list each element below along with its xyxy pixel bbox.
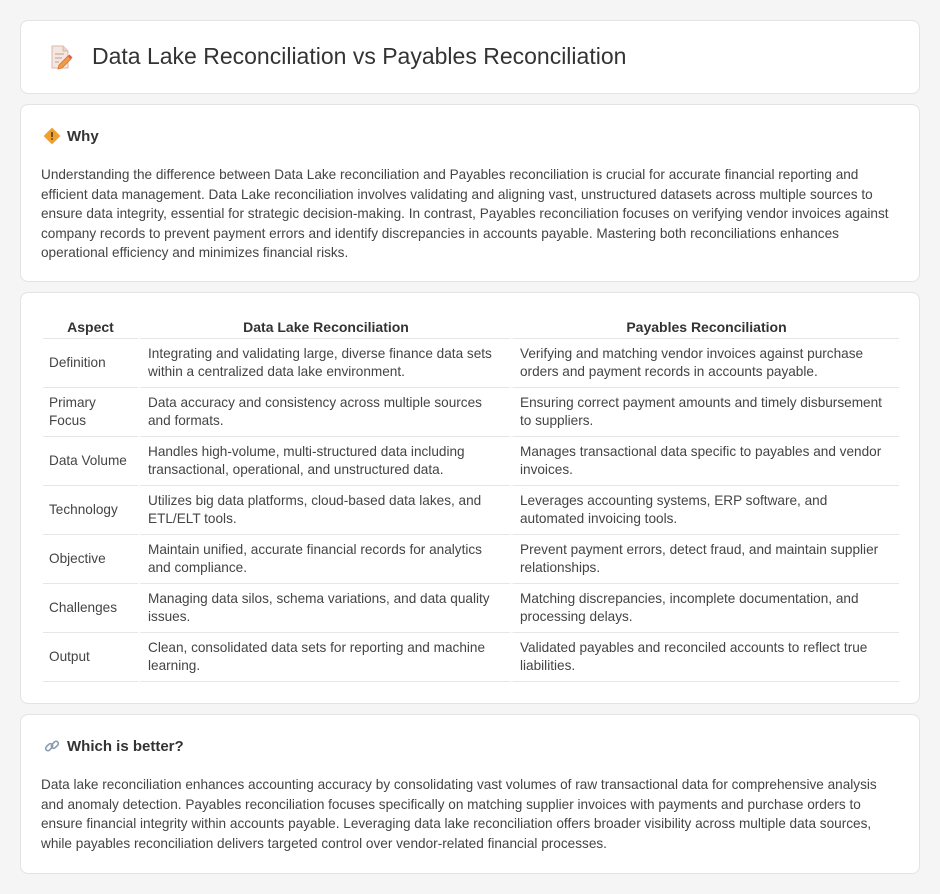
- better-heading-row: [43, 737, 184, 755]
- data-lake-cell: Clean, consolidated data sets for reporting and machine learning.: [138, 633, 510, 682]
- table-row: [43, 486, 899, 535]
- page-title: Data Lake Reconciliation vs Payables Reconciliation: [92, 43, 627, 69]
- aspect-cell: Technology: [43, 486, 138, 535]
- table-header-row: [43, 315, 899, 339]
- aspect-cell: Definition: [43, 339, 138, 388]
- table-row: [43, 633, 899, 682]
- data-lake-cell: Managing data silos, schema variations, and data quality issues.: [138, 584, 510, 633]
- link-icon: [43, 737, 61, 755]
- document-pencil-icon: [47, 44, 73, 70]
- data-lake-cell: Maintain unified, accurate financial records for analytics and compliance.: [138, 535, 510, 584]
- data-lake-cell: Utilizes big data platforms, cloud-based data lakes, and ETL/ELT tools.: [138, 486, 510, 535]
- aspect-cell: Output: [43, 633, 138, 682]
- comparison-section: [20, 292, 920, 704]
- payables-cell: Matching discrepancies, incomplete documentation, and processing delays.: [510, 584, 899, 633]
- title-row: [47, 43, 626, 70]
- column-header-aspect: Aspect: [43, 315, 138, 339]
- better-text: Data lake reconciliation enhances accounting accuracy by consolidating vast volumes of raw transactional data for comprehensive analysis and anomaly detection. Payables reconciliation focuses specifically on matching supplier invoices with payments and purchase orders to ensure financial integrity within accounts payable. Leveraging data lake reconciliation offers broader visibility across multiple data sources, while payables reconciliation delivers targeted control over vendor-related financial processes.: [41, 777, 877, 851]
- why-section: [20, 104, 920, 282]
- why-heading: Why: [67, 127, 99, 145]
- table-row: [43, 437, 899, 486]
- diamond-sign-icon: [43, 127, 61, 145]
- data-lake-cell: Handles high-volume, multi-structured data including transactional, operational, and unstructured data.: [138, 437, 510, 486]
- header-card: [20, 20, 920, 94]
- which-is-better-section: [20, 714, 920, 874]
- aspect-cell: Objective: [43, 535, 138, 584]
- why-heading-row: [43, 127, 99, 145]
- aspect-cell: Primary Focus: [43, 388, 138, 437]
- comparison-table: [43, 315, 899, 682]
- payables-cell: Verifying and matching vendor invoices against purchase orders and payment records in accounts payable.: [510, 339, 899, 388]
- data-lake-cell: Data accuracy and consistency across multiple sources and formats.: [138, 388, 510, 437]
- payables-cell: Leverages accounting systems, ERP software, and automated invoicing tools.: [510, 486, 899, 535]
- aspect-cell: Data Volume: [43, 437, 138, 486]
- payables-cell: Manages transactional data specific to payables and vendor invoices.: [510, 437, 899, 486]
- why-text: Understanding the difference between Data Lake reconciliation and Payables reconciliation is crucial for accurate financial reporting and efficient data management. Data Lake reconciliation involves validating and aligning vast, unstructured datasets across multiple sources to ensure data integrity, essential for strategic decision-making. In contrast, Payables reconciliation focuses on verifying vendor invoices against company records to prevent payment errors and identify discrepancies in accounts payable. Mastering both reconciliations enhances operational efficiency and minimizes financial risks.: [41, 167, 889, 261]
- better-heading: Which is better?: [67, 737, 184, 755]
- payables-cell: Validated payables and reconciled accounts to reflect true liabilities.: [510, 633, 899, 682]
- table-row: [43, 388, 899, 437]
- table-row: [43, 339, 899, 388]
- payables-cell: Ensuring correct payment amounts and timely disbursement to suppliers.: [510, 388, 899, 437]
- column-header-payables: Payables Reconciliation: [510, 315, 899, 339]
- column-header-data-lake: Data Lake Reconciliation: [138, 315, 510, 339]
- table-row: [43, 584, 899, 633]
- aspect-cell: Challenges: [43, 584, 138, 633]
- data-lake-cell: Integrating and validating large, diverse finance data sets within a centralized data lake environment.: [138, 339, 510, 388]
- payables-cell: Prevent payment errors, detect fraud, and maintain supplier relationships.: [510, 535, 899, 584]
- table-row: [43, 535, 899, 584]
